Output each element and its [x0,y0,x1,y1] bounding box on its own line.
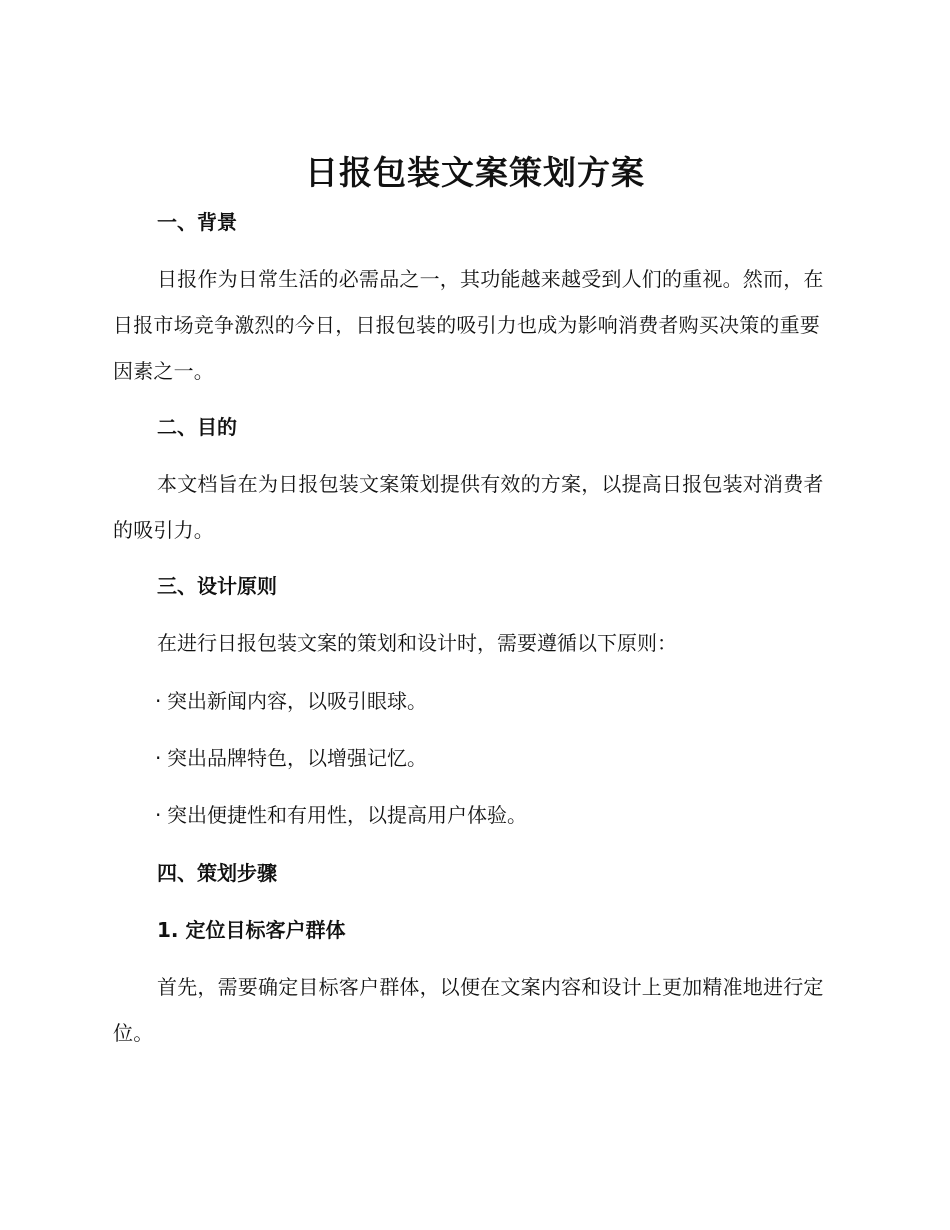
bullet-marker: · [155,746,162,770]
bullet-marker: · [155,803,162,827]
document-title: 日报包装文案策划方案 [305,153,645,192]
paragraph-purpose: 本文档旨在为日报包装文案策划提供有效的方案，以提高日报包装对消费者的吸引力。 [113,472,824,542]
section-heading-steps: 四、策划步骤 [157,861,277,885]
paragraph-background: 日报作为日常生活的必需品之一，其功能越来越受到人们的重视。然而，在日报市场竞争激烈的今日，日报包装的吸引力也成为影响消费者购买决策的重要因素之一。 [113,267,824,383]
principles-intro: 在进行日报包装文案的策划和设计时，需要遵循以下原则： [157,631,677,655]
list-item [155,801,527,829]
list-item-text: 突出新闻内容，以吸引眼球。 [167,689,427,713]
section-heading-principles: 三、设计原则 [157,574,277,598]
paragraph-step1: 首先，需要确定目标客户群体，以便在文案内容和设计上更加精准地进行定位。 [113,975,824,1045]
section-heading-background: 一、背景 [157,210,237,234]
list-item [155,687,427,715]
list-item-text: 突出品牌特色，以增强记忆。 [167,746,427,770]
list-item-text: 突出便捷性和有用性，以提高用户体验。 [167,803,527,827]
subheading-step1: 1. 定位目标客户群体 [157,918,346,942]
section-heading-purpose: 二、目的 [157,415,237,439]
bullet-marker: · [155,689,162,713]
list-item [155,744,427,772]
